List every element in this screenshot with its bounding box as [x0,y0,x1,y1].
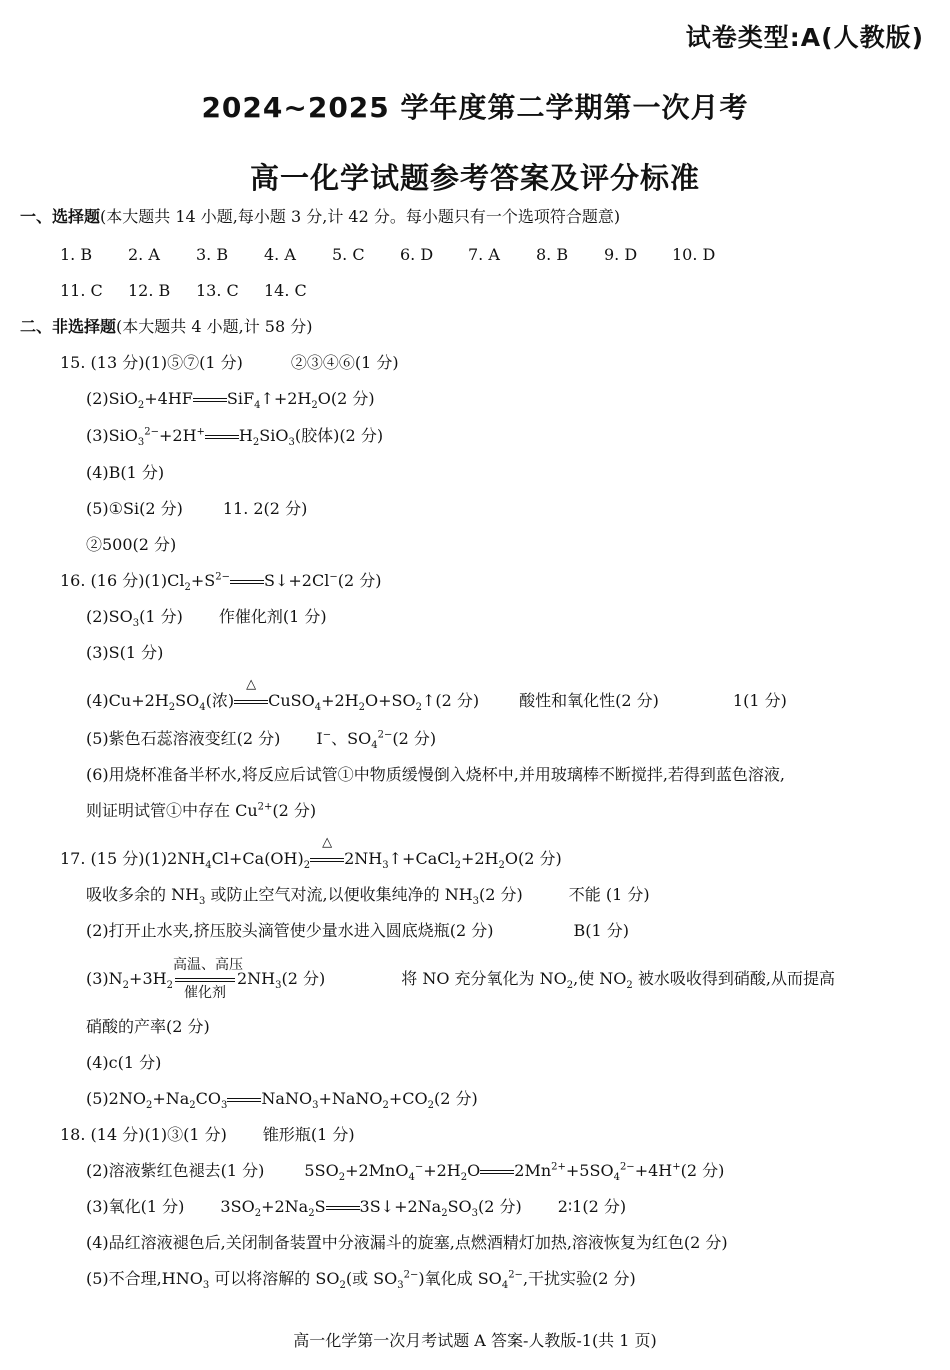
text: (2)SiO [86,389,138,408]
equals-arrow [480,1161,514,1183]
mc-answer: 14. C [264,281,307,300]
section1-heading: 一、选择题 [20,207,101,226]
text: (5)①Si(2 分) [86,499,183,518]
text: ,干扰实验(2 分) [522,1269,636,1288]
section2-heading: 二、非选择题 [20,317,117,336]
reaction-condition-top: 高温、高压 [172,956,243,973]
text: (2 分) [272,801,317,820]
text: 2NH [236,969,276,988]
text: ,使 NO [573,969,627,988]
mc-answer: 10. D [672,245,716,264]
text: (2 分) [680,1161,725,1180]
text: 5SO [304,1161,339,1180]
text: (3)N [86,969,123,988]
equals-arrow [227,1089,261,1111]
equals-arrow [326,1197,360,1219]
text: (2)打开止水夹,挤压胶头滴管使少量水进入圆底烧瓶(2 分) [86,921,494,940]
mc-answer: 2. A [128,245,160,264]
section2-heading-line [20,316,312,338]
text: (或 SO [345,1269,398,1288]
section2-note: (本大题共 4 小题,计 58 分) [116,317,313,336]
q17-line-6: (4)c(1 分) [86,1053,162,1072]
heat-sign: △ [322,834,333,850]
text: 11. 2(2 分) [222,499,308,518]
text: +S [190,571,216,590]
text: (5)紫色石蕊溶液变红(2 分) [86,729,281,748]
reaction-condition-bottom: 催化剂 [183,984,226,1001]
text: +2H [423,1161,461,1180]
reversible-arrow [172,956,243,1001]
text: 16. (16 分)(1)Cl [60,571,185,590]
mc-answer: 1. B [60,245,93,264]
text: SO [175,691,200,710]
text: 吸收多余的 NH [86,885,200,904]
text: (2)SO [86,607,133,626]
text: ↑(2 分) [421,691,480,710]
text: 3SO [220,1197,255,1216]
q18-line-3: (3)氧化(1 分) $3SO_2+2Na_2S$ $3S↓+2Na_2SO_3(2$ 分) 2∶1(2 分) [86,1197,627,1220]
text: 2NH [344,849,383,868]
text: 可以将溶解的 SO [214,1269,340,1288]
q16-line-1: 16. (16 分)$(1)Cl_2+S^{2-}$ S↓+2Cl−(2 分) [60,571,382,594]
q16-line-6: (6)用烧杯准备半杯水,将反应后试管①中物质缓慢倒入烧杯中,并用玻璃棒不断搅拌,若得到蓝色溶液, [86,765,786,784]
mc-row-1 [60,244,740,266]
q15-line-4: (4)B(1 分) [86,463,165,482]
text: NaNO [261,1089,313,1108]
text: 2Mn [514,1161,552,1180]
text: 酸性和氧化性(2 分) [519,691,659,710]
text: 被水吸收得到硝酸,从而提高 [637,969,835,988]
text: 1(1 分) [732,691,787,710]
text: SiO [259,426,289,445]
text: 或防止空气对流,以便收集纯净的 NH [210,885,473,904]
q15-line-3: (3)SiO$_3^{2-}$+2H+ $H_2SiO_3$(胶体)(2 分) [86,426,384,449]
text: )氧化成 SO [418,1269,502,1288]
text: O(2 分) [317,389,375,408]
text: (2)溶液紫红色褪去(1 分) [86,1161,265,1180]
q17-line-5: 硝酸的产率(2 分) [86,1017,210,1036]
text: +CO [388,1089,428,1108]
mc-answer: 3. B [196,245,229,264]
equals-arrow [230,571,264,593]
text: S↓+2Cl [264,571,330,590]
text: H [238,426,253,445]
text: (2 分) [434,1089,478,1108]
q16-line-2: $(2)SO_3(1$ 分) 作催化剂(1 分) [86,607,327,630]
equals-arrow [193,389,227,411]
answer-key-title: 高一化学试题参考答案及评分标准 [249,161,700,195]
text: 将 NO 充分氧化为 NO [401,969,567,988]
text: 17. (15 分)(1)2NH [60,849,206,868]
mc-answer: 11. C [60,281,103,300]
q16-line-3: (3)S(1 分) [86,643,164,662]
mc-answer: 13. C [196,281,239,300]
text: +3H [129,969,167,988]
heat-equals-arrow [310,834,344,871]
text: CuSO [268,691,315,710]
text: (5)不合理,HNO [86,1269,203,1288]
q16-line-5: (5)紫色石蕊溶液变红(2 分) I−、$SO_4^{2-}(2$ 分) [86,729,437,752]
mc-answer: 9. D [604,245,638,264]
text: 18. (14 分)(1)③(1 分) [60,1125,227,1144]
text: +2H [460,849,499,868]
text: (浓) [205,691,235,710]
text: O(2 分) [504,849,562,868]
text: +2H [158,426,197,445]
mc-answer: 8. B [536,245,569,264]
text: ↑+2H [260,389,312,408]
text: 、SO [331,729,372,748]
text: (2 分) [479,885,523,904]
q18-line-2: (2)溶液紫红色褪去(1 分) $5SO_2+2MnO_4^-+2H_2O$ $2Mn^{2+}+5SO_4^{2-}+4H^+(2$ 分) [86,1161,725,1184]
text: +4HF [144,389,193,408]
q17-line-1: 17. (15 分)$(1)2NH_4Cl+Ca(OH)_2$ △ $2NH_3↑+CaCl_2+2H_2O(2$ 分) [60,848,562,871]
text: +2Na [261,1197,309,1216]
text: (胶体)(2 分) [294,426,384,445]
heat-equals-arrow [234,676,268,713]
heat-sign: △ [246,676,257,692]
q15-line-1 [60,352,399,374]
text: SO [447,1197,472,1216]
q17-line-7: $(5)2NO_2+Na_2CO_3$ $NaNO_3+NaNO_2+CO_2(2$ 分) [86,1089,478,1112]
q17-line-3 [86,920,629,942]
text: B(1 分) [573,921,630,940]
text: +2MnO [345,1161,409,1180]
text: +2H [321,691,359,710]
q18-line-4: (4)品红溶液褪色后,关闭制备装置中分液漏斗的旋塞,点燃酒精灯加热,溶液恢复为红色(2 分) [86,1233,728,1252]
mc-answer: 7. A [468,245,500,264]
mc-answer: 5. C [332,245,365,264]
text: (3)SiO [86,426,138,445]
q17-line-2: 吸收多余的 $NH_3$ 或防止空气对流,以便收集纯净的 $NH_3(2$ 分) 不能 (1 分) [86,885,650,908]
text: +NaNO [318,1089,383,1108]
mc-answer: 4. A [264,245,296,264]
text: S [314,1197,326,1216]
text: O [467,1161,481,1180]
q15-line-6: ②500(2 分) [86,535,177,554]
exam-title: 2024~2025 学年度第二学期第一次月考 [201,91,749,124]
q17-line-4: $(3)N_2+3H_2$ 高温、高压 催化剂 $2NH_3(2$ 分) 将 NO 充分氧化为 $NO_2$,使 $NO_2$ 被水吸收得到硝酸,从而提高 [86,968,835,991]
q18-line-5: (5)不合理$,HNO_3$ 可以将溶解的 $SO_2$(或 $SO_3^{2-}$)氧化成 $SO_4^{2-}$,干扰实验(2 分) [86,1269,636,1292]
text: +5SO [565,1161,614,1180]
q15-part1b: ②③④⑥(1 分) [290,353,399,372]
q15-line-2: (2)SiO$_2$+4HF $SiF_4↑+2H_2O(2$ 分) [86,389,375,412]
text: 作催化剂(1 分) [218,607,327,626]
text: (4)Cu+2H [86,691,169,710]
q15-line-5 [86,498,307,520]
text: ↑+CaCl [388,849,455,868]
text: (5)2NO [86,1089,146,1108]
mc-answer: 12. B [128,281,171,300]
mc-answer: 6. D [400,245,434,264]
section1-note: (本大题共 14 小题,每小题 3 分,计 42 分。每小题只有一个选项符合题意) [100,207,621,226]
mc-row-2 [60,280,332,302]
q15-part1: 15. (13 分)(1)⑤⑦(1 分) [60,353,243,372]
q18-line-1 [60,1124,355,1146]
text: I [316,729,323,748]
q16-line-7: 则证明试管①中存在 $Cu^{2+}(2$ 分) [86,801,317,820]
page-footer: 高一化学第一次月考试题 A 答案-人教版-1(共 1 页) [293,1331,657,1350]
paper-type-tag: 试卷类型:A(人教版) [685,23,924,52]
text: (2 分) [281,969,326,988]
text: SiF [226,389,255,408]
q16-line-4: $(4)Cu+2H_2SO_4$(浓) △ $CuSO_4+2H_2O+SO_2↑(2$ 分) 酸性和氧化性(2 分) 1(1 分) [86,690,787,713]
equals-arrow [205,426,239,448]
text: (2 分) [392,729,437,748]
text: Cl+Ca(OH) [211,849,304,868]
section1-heading-line [20,206,620,228]
text: 锥形瓶(1 分) [262,1125,355,1144]
text: CO [195,1089,222,1108]
text: (2 分) [478,1197,522,1216]
text: 2∶1(2 分) [557,1197,627,1216]
text: 3S↓+2Na [359,1197,442,1216]
text: 不能 (1 分) [568,885,650,904]
text: (1 分) [139,607,183,626]
text: (2 分) [337,571,382,590]
text: 则证明试管①中存在 Cu [86,801,258,820]
text: +4H [634,1161,673,1180]
text: O+SO [365,691,416,710]
text: (3)氧化(1 分) [86,1197,185,1216]
text: +Na [152,1089,190,1108]
